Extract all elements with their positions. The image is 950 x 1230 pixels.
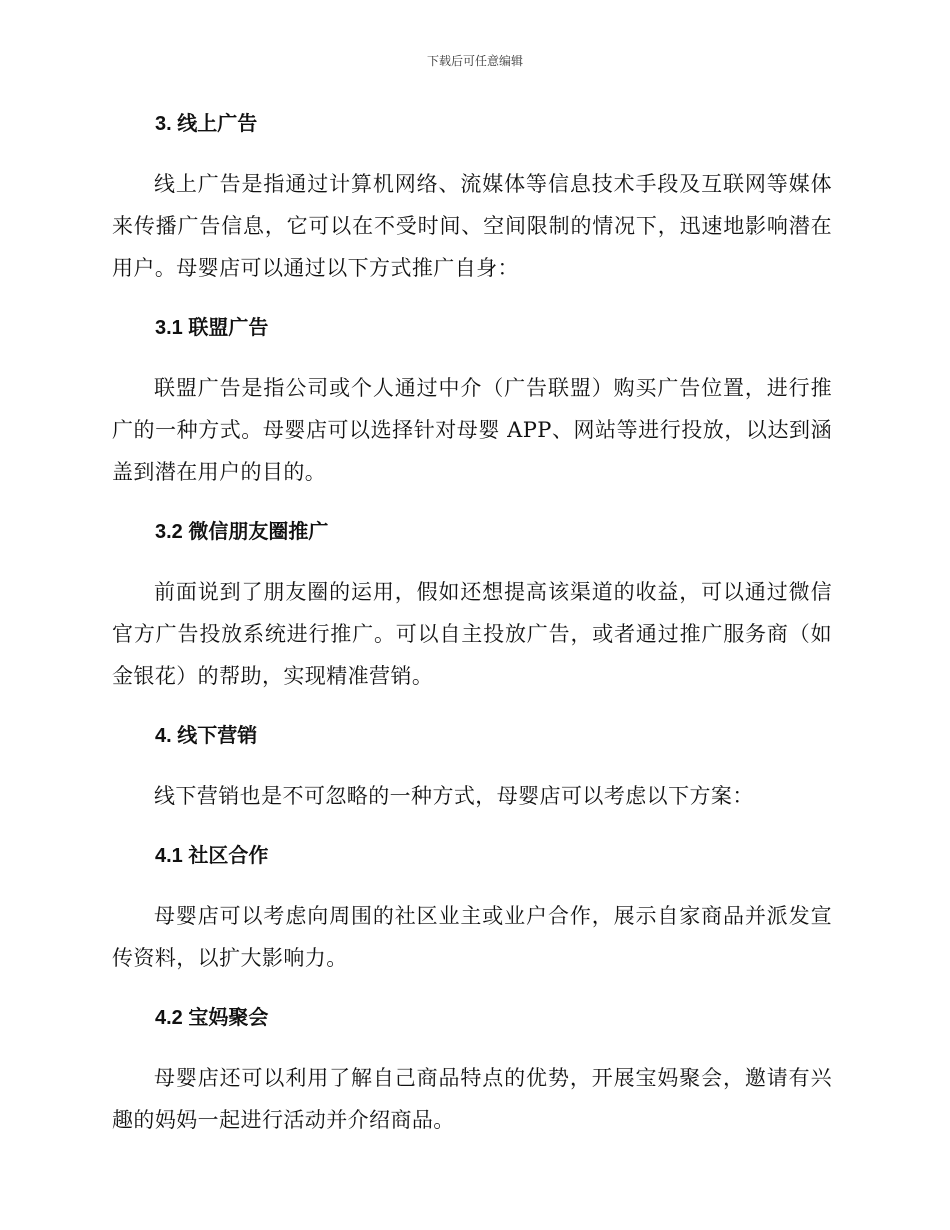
section-4-1 [112,842,832,979]
section-3 [112,110,832,289]
section-heading: 4. 线下营销 [155,725,258,747]
section-heading: 3.2 微信朋友圈推广 [155,521,329,543]
section-paragraph: 母婴店还可以利用了解自己商品特点的优势，开展宝妈聚会，邀请有兴趣的妈妈一起进行活动并介绍商品。 [112,1066,832,1132]
section-3-2 [112,518,832,697]
section-paragraph: 母婴店可以考虑向周围的社区业主或业户合作，展示自家商品并派发宣传资料，以扩大影响力。 [112,904,832,970]
page-header: 下载后可任意编辑 [426,54,523,68]
section-heading: 3. 线上广告 [155,113,258,135]
section-paragraph: 线下营销也是不可忽略的一种方式，母婴店可以考虑以下方案： [154,784,754,808]
section-paragraph: 前面说到了朋友圈的运用，假如还想提高该渠道的收益，可以通过微信官方广告投放系统进行推广。可以自主投放广告，或者通过推广服务商（如金银花）的帮助，实现精准营销。 [112,580,832,688]
section-4 [112,722,832,817]
section-3-1 [112,314,832,493]
document-body [112,110,832,1166]
section-heading: 4.1 社区合作 [155,845,269,867]
section-heading: 4.2 宝妈聚会 [155,1007,269,1029]
section-heading: 3.1 联盟广告 [155,317,269,339]
section-4-2 [112,1004,832,1141]
section-paragraph: 线上广告是指通过计算机网络、流媒体等信息技术手段及互联网等媒体来传播广告信息，它可以在不受时间、空间限制的情况下，迅速地影响潜在用户。母婴店可以通过以下方式推广自身： [112,172,832,280]
section-paragraph: 联盟广告是指公司或个人通过中介（广告联盟）购买广告位置，进行推广的一种方式。母婴店可以选择针对母婴 APP、网站等进行投放，以达到涵盖到潜在用户的目的。 [112,376,832,484]
